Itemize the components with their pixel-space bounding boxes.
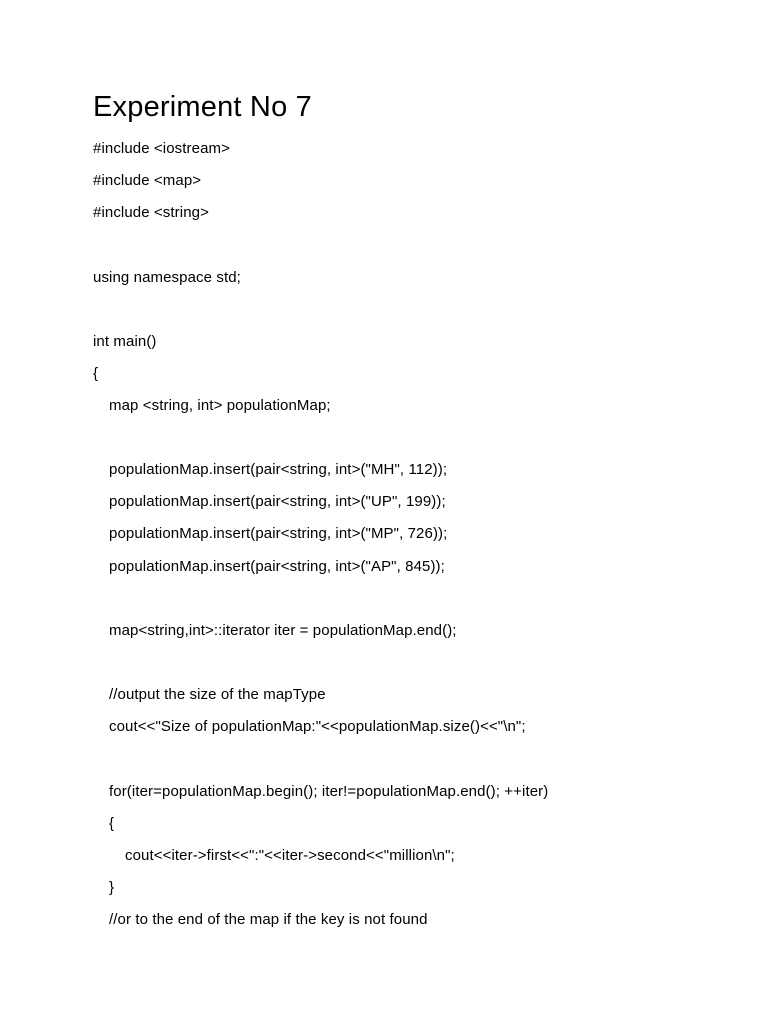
code-line-map-declaration: map <string, int> populationMap; xyxy=(109,397,331,414)
code-line-include-string: #include <string> xyxy=(93,204,209,221)
code-line-insert-ap: populationMap.insert(pair<string, int>("AP", 845)); xyxy=(109,558,445,575)
code-line-open-brace: { xyxy=(93,365,99,382)
code-line-cout-entry: cout<<iter->first<<":"<<iter->second<<"million\n"; xyxy=(125,847,455,864)
code-line-using-namespace: using namespace std; xyxy=(93,269,241,286)
code-line-loop-close-brace: } xyxy=(109,879,115,896)
code-line-comment-end: //or to the end of the map if the key is not found xyxy=(109,911,428,928)
code-line-for-loop: for(iter=populationMap.begin(); iter!=populationMap.end(); ++iter) xyxy=(109,783,549,800)
code-line-loop-open-brace: { xyxy=(109,815,115,832)
code-line-iterator-declaration: map<string,int>::iterator iter = populationMap.end(); xyxy=(109,622,457,639)
code-line-include-map: #include <map> xyxy=(93,172,202,189)
code-line-comment-size: //output the size of the mapType xyxy=(109,686,326,703)
code-line-include-iostream: #include <iostream> xyxy=(93,140,230,157)
code-line-insert-up: populationMap.insert(pair<string, int>("UP", 199)); xyxy=(109,493,446,510)
code-line-insert-mp: populationMap.insert(pair<string, int>("MP", 726)); xyxy=(109,525,448,542)
code-line-cout-size: cout<<"Size of populationMap:"<<populationMap.size()<<"\n"; xyxy=(109,718,526,735)
page-title: Experiment No 7 xyxy=(93,91,312,123)
code-line-main-signature: int main() xyxy=(93,333,157,350)
code-line-insert-mh: populationMap.insert(pair<string, int>("MH", 112)); xyxy=(109,461,448,478)
